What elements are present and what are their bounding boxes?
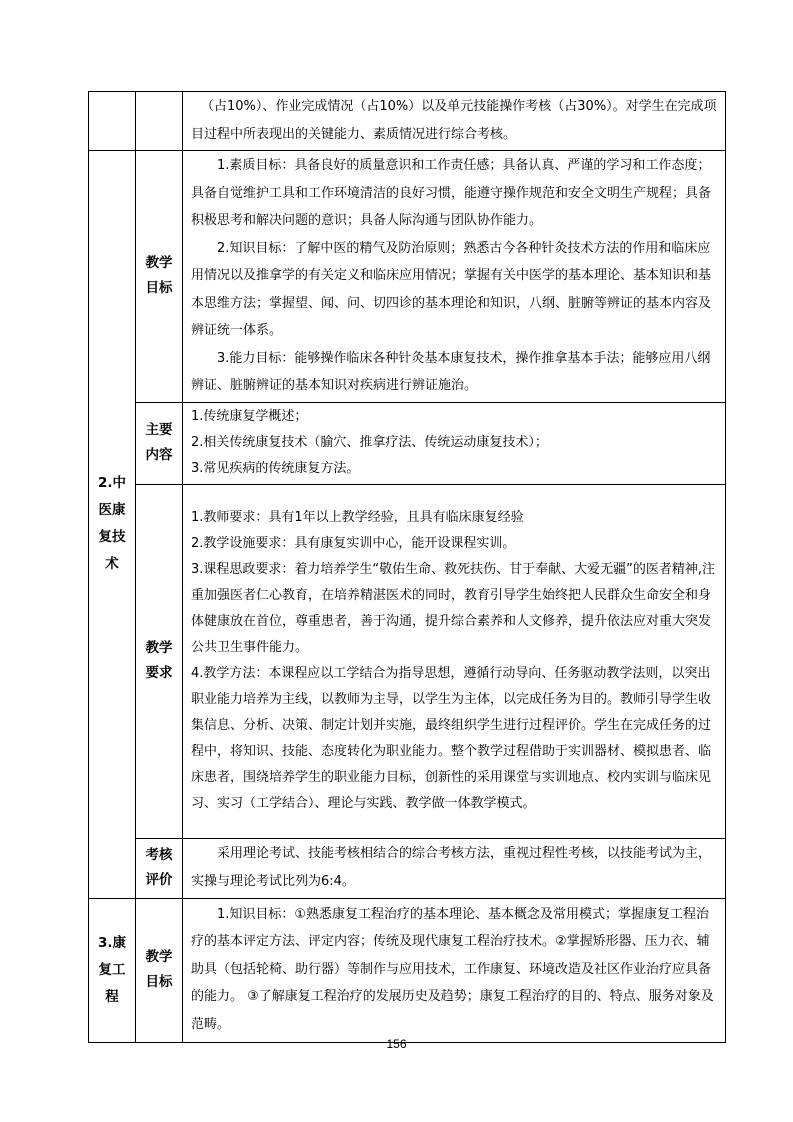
empty-label-cell — [136, 92, 183, 151]
content-item: 2.相关传统康复技术（腧穴、推拿疗法、传统运动康复技术）； — [191, 434, 548, 450]
table-row-tcm-content — [89, 402, 726, 484]
assessment-text: 采用理论考试、技能考核相结合的综合考核方法，重视过程性考核，以技能考试为主，实操与理论考试比列为6:4。 — [183, 838, 726, 898]
objective-knowledge: 2.知识目标：了解中医的精气及防治原则；熟悉古今各种针灸技术方法的作用和临床应用情况以及推拿学的有关定义和临床应用情况；掌握有关中医学的基本理论、基本知识和基本思维方法；掌握望、闻、问、切四诊的基本理论和知识，八纲、脏腑等辨证的基本内容及辨证统一体系。 — [191, 240, 712, 338]
table-row-rehab-eng-objectives — [89, 898, 726, 1042]
objective-ability: 3.能力目标：能够操作临床各种针灸基本康复技术，操作推拿基本手法；能够应用八纲辨证、脏腑辨证的基本知识对疾病进行辨证施治。 — [191, 350, 711, 393]
table-row-continued-assessment — [89, 92, 726, 151]
table-row-tcm-requirements — [89, 484, 726, 838]
main-content-text — [183, 402, 726, 484]
course-title-tcm-rehab: 2.中 医康 复技 术 — [89, 151, 136, 899]
objective-quality: 1.素质目标：具备良好的质量意识和工作责任感；具备认真、严谨的学习和工作态度；具备自觉维护工具和工作环境清洁的良好习惯，能遵守操作规范和安全文明生产规程；具备积极思考和解决问题的意识；具备人际沟通与团队协作能力。 — [191, 158, 712, 228]
requirement-facility: 2.教学设施要求：具有康复实训中心，能开设课程实训。 — [191, 535, 516, 551]
label-assessment: 考核 评价 — [136, 838, 183, 898]
continued-assessment-text: （占10%）、作业完成情况（占10%）以及单元技能操作考核（占30%）。对学生在完成项目过程中所表现出的关键能力、素质情况进行综合考核。 — [183, 92, 726, 151]
course-title-rehab-engineering: 3.康 复工 程 — [89, 898, 136, 1042]
content-item: 3.常见疾病的传统康复方法。 — [191, 460, 360, 476]
label-teaching-requirements: 教学 要求 — [136, 484, 183, 838]
table-row-tcm-assessment — [89, 838, 726, 898]
requirement-method: 4.教学方法：本课程应以工学结合为指导思想，遵循行动导向、任务驱动教学法则，以突出职业能力培养为主线，以教师为主导，以学生为主体，以完成任务为目的。教师引导学生收集信息、分析、决策、制定计划并实施，最终组织学生进行过程评价。学生在完成任务的过程中，将知识、技能、态度转化为职业能力。整个教学过程借助于实训器材、模拟患者、临床患者，围绕培养学生的职业能力目标，创新性的采用课堂与实训地点、校内实训与临床见习、实习（工学结合）、理论与实践、教学做一体教学模式。 — [191, 665, 712, 811]
rehab-eng-objectives-text: 1.知识目标：①熟悉康复工程治疗的基本理论、基本概念及常用模式；掌握康复工程治疗的基本评定方法、评定内容；传统及现代康复工程治疗技术。②掌握矫形器、压力衣、辅助具（包括轮椅、助行器）等制作与应用技术，工作康复、环境改造及社区作业治疗应具备的能力。 ③了解康复工程治疗的发展历史及趋势；康复工程治疗的目的、特点、服务对象及范畴。 — [183, 898, 726, 1042]
label-teaching-objectives: 教学 目标 — [136, 151, 183, 403]
requirement-ideology: 3.课程思政要求：着力培养学生“敬佑生命、救死扶伤、甘于奉献、大爱无疆”的医者精神,注重加强医者仁心教育，在培养精湛医术的同时，教育引导学生始终把人民群众生命安全和身体健康放在首位，尊重患者，善于沟通，提升综合素养和人文修养，提升依法应对重大突发公共卫生事件能力。 — [191, 561, 716, 655]
teaching-objectives-text — [183, 151, 726, 403]
label-teaching-objectives: 教学 目标 — [136, 898, 183, 1042]
teaching-requirements-text — [183, 484, 726, 838]
content-item: 1.传统康复学概述； — [191, 408, 308, 424]
empty-course-cell — [89, 92, 136, 151]
page-number: 156 — [386, 1037, 407, 1051]
label-main-content: 主要 内容 — [136, 402, 183, 484]
requirement-teacher: 1.教师要求：具有1年以上教学经验，且具有临床康复经验 — [191, 509, 524, 525]
table-row-tcm-objectives — [89, 151, 726, 403]
curriculum-table — [88, 91, 726, 1043]
